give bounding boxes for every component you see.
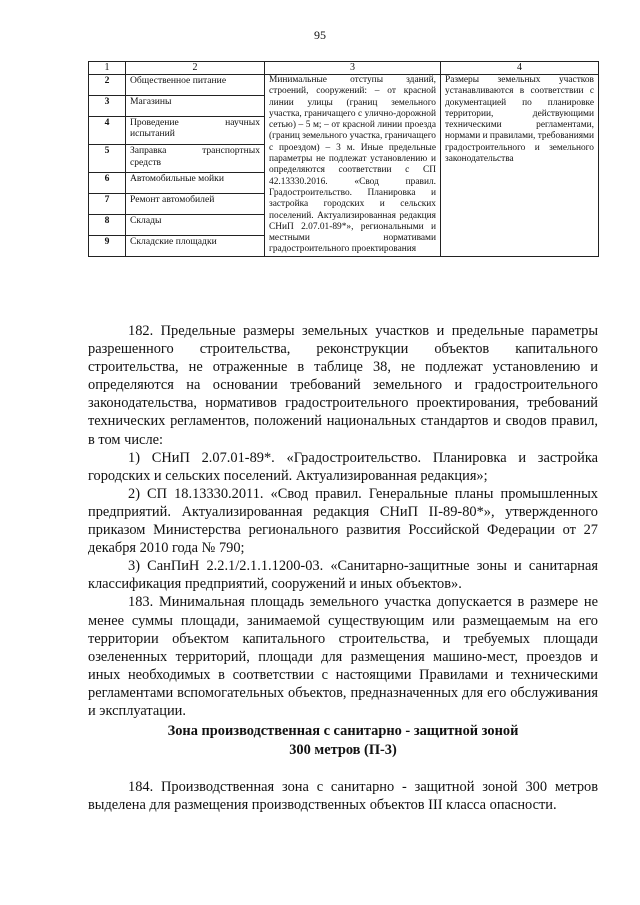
section-heading (88, 722, 598, 759)
use-type: Автомобильные мойки (126, 173, 265, 194)
section-heading-line: Зона производственная с санитарно - защитной зоной (167, 723, 519, 739)
paragraph-184: 184. Производственная зона с санитарно - защитной зоной 300 метров выделена для размещения производственных объектов III класса опасности. (88, 779, 598, 814)
list-item: 1) СНиП 2.07.01-89*. «Градостроительство. Планировка и застройка городских и сельских поселений. Актуализированная редакция»; (88, 449, 598, 484)
table-header-row (89, 62, 599, 75)
paragraph-182: 182. Предельные размеры земельных участков и предельные параметры разрешенного строительства, реконструкции объектов капитального строительства, не отраженные в таблице 38, не подлежат установлению и определяются на основании требований земельного и градостроительного законодательства, нормативов градостроительного проектирования, требований технических регламентов, положений национальных стандартов и сводов правил, в том числе: (88, 323, 598, 448)
row-number: 3 (89, 95, 126, 116)
list-item: 3) СанПиН 2.2.1/2.1.1.1200-03. «Санитарно-защитные зоны и санитарная классификация предприятий, сооружений и иных объектов». (88, 558, 598, 593)
page-number: 95 (314, 28, 326, 42)
use-type: Ремонт автомобилей (126, 194, 265, 215)
main-text (88, 322, 598, 720)
zoning-table (88, 61, 599, 257)
table-header-cell: 1 (89, 62, 126, 75)
table-row (89, 75, 599, 96)
row-number: 8 (89, 215, 126, 236)
table-header-cell: 4 (441, 62, 599, 75)
list-item: 2) СП 18.13330.2011. «Свод правил. Генеральные планы промышленных предприятий. Актуализированная редакция СНиП II-89-80*», утвержденного приказом Министерства регионального развития Российской Федерации от 27 декабря 2010 года № 790; (88, 485, 598, 557)
row-number: 6 (89, 173, 126, 194)
use-type: Склады (126, 215, 265, 236)
row-number: 7 (89, 194, 126, 215)
row-number: 9 (89, 235, 126, 256)
table-header-cell: 3 (265, 62, 441, 75)
paragraph-183: 183. Минимальная площадь земельного участка допускается в размере не менее суммы площади, занимаемой существующим или размещаемым на его территории объектом капитального строительства, и требуемых площади озелененных территорий, площади для размещения машино-мест, проездов и иных необходимых в соответствии с настоящими Правилами и техническими регламентами вспомогательных объектов, предназначенных для его обслуживания и эксплуатации. (88, 594, 598, 719)
section-text (88, 778, 598, 814)
row-number: 2 (89, 75, 126, 96)
row-number: 5 (89, 145, 126, 173)
use-type: Складские площадки (126, 235, 265, 256)
table-header-cell: 2 (126, 62, 265, 75)
use-type: Заправка транспортных средств (126, 145, 265, 173)
plot-size-requirements: Размеры земельных участков устанавливаются в соответствии с документацией по планировке территории, действующими техническими регламентами, нормами и правилами, требованиями градостроительного и земельного законодательства (441, 75, 599, 257)
use-type: Общественное питание (126, 75, 265, 96)
use-type: Магазины (126, 95, 265, 116)
row-number: 4 (89, 116, 126, 144)
section-heading-line: 300 метров (П-3) (289, 741, 397, 758)
use-type: Проведение научных испытаний (126, 116, 265, 144)
setback-parameters: Минимальные отступы зданий, строений, сооружений: – от красной линии улицы (границ земельного участка, граничащего с улично-дорожной сетью) – 5 м; – от красной линии проезда (границ земельного участка, граничащего с проездом) – 3 м. Иные предельные параметры не подлежат установлению и определяются соответствии с СП 42.13330.2016. «Свод правил. Градостроительство. Планировка и застройка городских и сельских поселений. Актуализированная редакция СНиП 2.07.01-89*», региональными и местными нормативами градостроительного проектирования (265, 75, 441, 257)
